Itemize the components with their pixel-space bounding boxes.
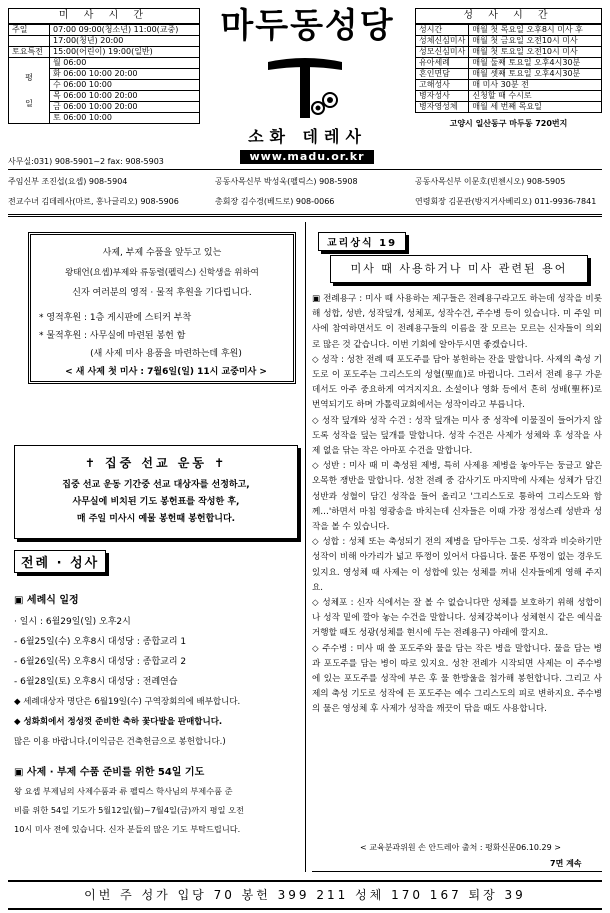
sacrament-time: 매월 둘째 토요일 오후4시30분	[469, 58, 602, 69]
donation-box	[28, 232, 296, 384]
first-mass-notice: < 새 사제 첫 미사 : 7월6일(일) 11시 교중미사 >	[65, 367, 267, 377]
sacrament-time: 매월 첫 토요일 오전10시 미사	[469, 47, 602, 58]
website-link[interactable]: www.madu.or.kr	[240, 150, 374, 164]
catechism-body	[312, 292, 602, 816]
liturgy-line: ◆ 세례대상자 명단은 6월19일(수) 구역장회의에 배부합니다.	[14, 697, 241, 707]
donation-line: 왕태언(요셉)부제와 류동렬(펠릭스) 신학생을 위하여	[65, 268, 259, 278]
catechism-paragraph: ◇ 주수병 : 미사 때 쓸 포도주와 물을 담는 작은 병을 말합니다. 물을 담는 병과 포도주를 담는 병이 따로 있지요. 성찬 전례가 시작되면 사제는 이 주수병에 있는 포도주를 성작에 부은 후 물 한방울을 첨가해 봉헌합니다. 그리고 사제의 축성 기도로 성작에 든 포도주는 예수 그리스도의 피로 변하지요. 주수병의 물은 영성체 후 사제가 성작을 깨끗이 닦을 때도 사용합니다.	[312, 643, 602, 715]
catechism-paragraph: ◇ 성합 : 성체 또는 축성되기 전의 제병을 담아두는 그릇. 성작과 비슷하기만 성작이 비해 아가리가 넓고 뚜껑이 있어서 다릅니다. 물론 뚜껑이 없는 경우도 있지요. 영성체 때 사제는 이 성합에 있는 성체를 꺼내 신자들에게 영해 주지요.	[312, 537, 602, 593]
mass-times-table	[8, 24, 200, 124]
contact-divider	[8, 169, 602, 170]
sacrament-times-table	[415, 24, 602, 113]
catechism-source: < 교육분과위원 손 안드레아 출처 : 평화신문06.10.29 >	[360, 843, 561, 852]
sacrament-time: 신청할 때 수시로	[469, 91, 602, 102]
sacrament-name: 병자영성체	[416, 102, 469, 113]
sacrament-name: 고해성사	[416, 80, 469, 91]
weekday-label: 평 일	[9, 58, 50, 124]
donation-item: * 영적후원 : 1층 게시판에 스티커 부착	[39, 313, 192, 323]
contact-president: 총회장 김수경(베드로) 908-0066	[215, 197, 335, 206]
continued-underline	[312, 871, 602, 872]
parish-address: 고양시 일산동구 마두동 720번지	[449, 119, 568, 128]
prayer-line: 10시 미사 전에 있습니다. 신자 분들의 많은 기도 부탁드립니다.	[14, 824, 241, 834]
mass-time: 월 06:00	[50, 58, 200, 69]
header-divider	[8, 214, 602, 217]
sacrament-time: 매월 첫 목요일 오후8시 미사 후	[469, 25, 602, 36]
mass-time: 금 06:00 10:00 20:00	[50, 102, 200, 113]
donation-item: * 물적후원 : 사무실에 마련된 봉헌 함	[39, 331, 186, 341]
contact-funeral: 연령회장 김문관(방지거사베리오) 011-9936-7841	[415, 197, 597, 206]
liturgy-line: · 일시 : 6월29일(일) 오후2시	[14, 617, 131, 627]
office-contact: 사무실:031) 908-5901~2 fax: 908-5903	[8, 157, 164, 166]
mass-time: 토 06:00 10:00	[50, 113, 200, 124]
mass-time: 17:00(청년) 20:00	[50, 36, 200, 47]
mass-day	[9, 36, 50, 47]
prayer-line: 왕 요셉 부제님의 사제수품과 류 펠릭스 학사님의 부제수품 준	[14, 786, 233, 796]
liturgy-line: - 6월26일(목) 오후8시 대성당 : 종합교리 2	[14, 657, 187, 667]
donation-item: (새 사제 미사 용품을 마련하는데 후원)	[90, 349, 242, 359]
prayer-line: 비를 위한 54일 기도가 5월12일(월)~7월4일(금)까지 평일 오전	[14, 805, 244, 815]
liturgy-line: - 6월25일(수) 오후8시 대성당 : 종합교리 1	[14, 637, 187, 647]
footer-bar	[8, 880, 602, 910]
mission-box	[14, 445, 298, 539]
sacrament-time: 매월 첫 금요일 오전10시 미사	[469, 36, 602, 47]
sacrament-name: 성시간	[416, 25, 469, 36]
mass-day: 토요특전	[9, 47, 50, 58]
baptism-title: ▣ 세례식 일정	[14, 595, 79, 606]
mass-times-title: 미 사 시 간	[8, 8, 200, 24]
contact-assistant-1: 공동사목신부 박성욱(펠릭스) 908-5908	[215, 177, 358, 186]
sacrament-times-title: 성 사 시 간	[415, 8, 602, 24]
catechism-paragraph: ▣ 전례용구 : 미사 때 사용하는 제구들은 전례용구라고도 하는데 성작을 비롯해 성합, 성반, 성작덮개, 성체포, 성작수건, 주수병 등이 있습니다. 미 주일 미사에 참여하면서도 이 전례용구들의 이름을 잘 모르는 모르는 신자들이 의외로 많은 것 같습니다. 이번 기회에 알아두시면 좋겠습니다.	[312, 294, 602, 350]
prayer-title: ▣ 사제 · 부제 수품 준비를 위한 54일 기도	[14, 767, 205, 778]
contact-sister: 전교수녀 김데레사(마르, 홍나글리오) 908-5906	[8, 197, 179, 206]
catechism-paragraph: ◇ 성작 덮개와 성작 수건 : 성작 덮개는 미사 중 성작에 이물질이 들어가지 않도록 성작을 덮는 덮개를 말합니다. 성작 수건은 사제가 성체와 후 성작을 사제 없을 닦는 작은 아마포 수건을 말합니다.	[312, 415, 602, 457]
catechism-paragraph: ◇ 성체포 : 신자 식에서는 잘 볼 수 없습니다만 성체를 보호하기 위해 성합이나 성작 밑에 깔아 놓는 수건을 말합니다. 성체강복이나 성체현시 같은 예식을 거행할 때도 성광(성체를 현시에 두는 전례용구) 아래에 깔지요.	[312, 598, 602, 639]
sacrament-name: 성모신심미사	[416, 47, 469, 58]
mass-time: 15:00(어린이) 19:00(일반)	[50, 47, 200, 58]
sacrament-time: 매월 세 번째 목요일	[469, 102, 602, 113]
liturgy-body	[14, 594, 298, 839]
liturgy-line: - 6월28일(토) 오후8시 대성당 : 전례연습	[14, 677, 178, 687]
mass-time: 07:00 09:00(청소년) 11:00(교중)	[50, 25, 200, 36]
mass-day: 주일	[9, 25, 50, 36]
mass-time: 화 06:00 10:00 20:00	[50, 69, 200, 80]
catechism-tag: 교리상식 19	[318, 232, 406, 251]
mission-line: 집중 선교 운동 기간중 선교 대상자를 선정하고,	[62, 480, 250, 490]
sacrament-time: 매 미사 30분 전	[469, 80, 602, 91]
sacrament-time: 매월 셋째 토요일 오후4시30분	[469, 69, 602, 80]
catechism-paragraph: ◇ 성작 : 성찬 전례 때 포도주를 담아 봉헌하는 잔을 말합니다. 사제의 축성 기도로 이 포도주는 그리스도의 성혈(聖血)로 바뀝니다. 그러서 전례 용구 가운데서도 아주 중요하게 여겨지지요. 소설이나 영화 등에서 흔히 성배(聖杯)로 번역되기도 하며 가톨릭교회에서는 성작이라고 부릅니다.	[312, 354, 602, 411]
sacrament-times-panel	[415, 8, 602, 129]
sacrament-name: 병자성사	[416, 91, 469, 102]
sacrament-name: 성체신심미사	[416, 36, 469, 47]
catechism-paragraph: ◇ 성반 : 미사 때 미 축성된 제병, 특히 사제용 제병을 놓아두는 둥글고 얇은 오목한 쟁반을 말합니다. 성찬 전례 중 감사기도 마지막에 사제는 성체가 담긴 성반과 성혈이 담긴 성작을 들어 올리고 '그리스도로 통하여 그리스도와 함께…'하면서 마침 영광송을 바치는데 신자들은 이때 가장 정성스레 성반과 성작을 볼 수 있습니다.	[312, 461, 602, 533]
donation-line: 사제, 부제 수품을 앞두고 있는	[102, 248, 222, 258]
contact-pastor: 주임신부 조진섭(요셉) 908-5904	[8, 177, 128, 186]
liturgy-line: ◆ 성화회에서 정성껏 준비한 축하 꽃다발을 판매합니다.	[14, 717, 223, 727]
sacrament-name: 유아세례	[416, 58, 469, 69]
liturgy-section-title: 전례 · 성사	[14, 550, 106, 573]
mission-title: ✝ 집중 선교 운동 ✝	[84, 456, 228, 470]
mission-line: 사무실에 비치된 기도 봉헌표를 작성한 후,	[72, 497, 240, 507]
hymn-numbers: 이번 주 성가 입당 70 봉헌 399 211 성체 170 167 퇴장 39	[84, 888, 526, 902]
catechism-title: 미사 때 사용하거나 미사 관련된 용어	[330, 255, 588, 283]
mass-time: 목 06:00 10:00 20:00	[50, 91, 200, 102]
parish-name: 마두동성당	[220, 6, 395, 46]
liturgy-line: 많은 이용 바랍니다.(이익금은 건축헌금으로 봉헌합니다.)	[14, 737, 226, 747]
mission-line: 매 주일 미사시 예물 봉헌때 봉헌합니다.	[76, 514, 236, 524]
parish-patron: 소화 데레사	[248, 127, 367, 146]
contact-assistant-2: 공동사목신부 이문호(빈첸시오) 908-5905	[415, 177, 566, 186]
cross-logo	[260, 50, 350, 120]
continued-note: 7면 계속	[550, 859, 582, 868]
donation-line: 신자 여러분의 영적 · 물적 후원을 기다립니다.	[72, 288, 252, 298]
column-divider	[305, 222, 306, 872]
mass-time: 수 06:00 10:00	[50, 80, 200, 91]
sacrament-name: 혼인면담	[416, 69, 469, 80]
mass-times-panel	[8, 8, 200, 124]
